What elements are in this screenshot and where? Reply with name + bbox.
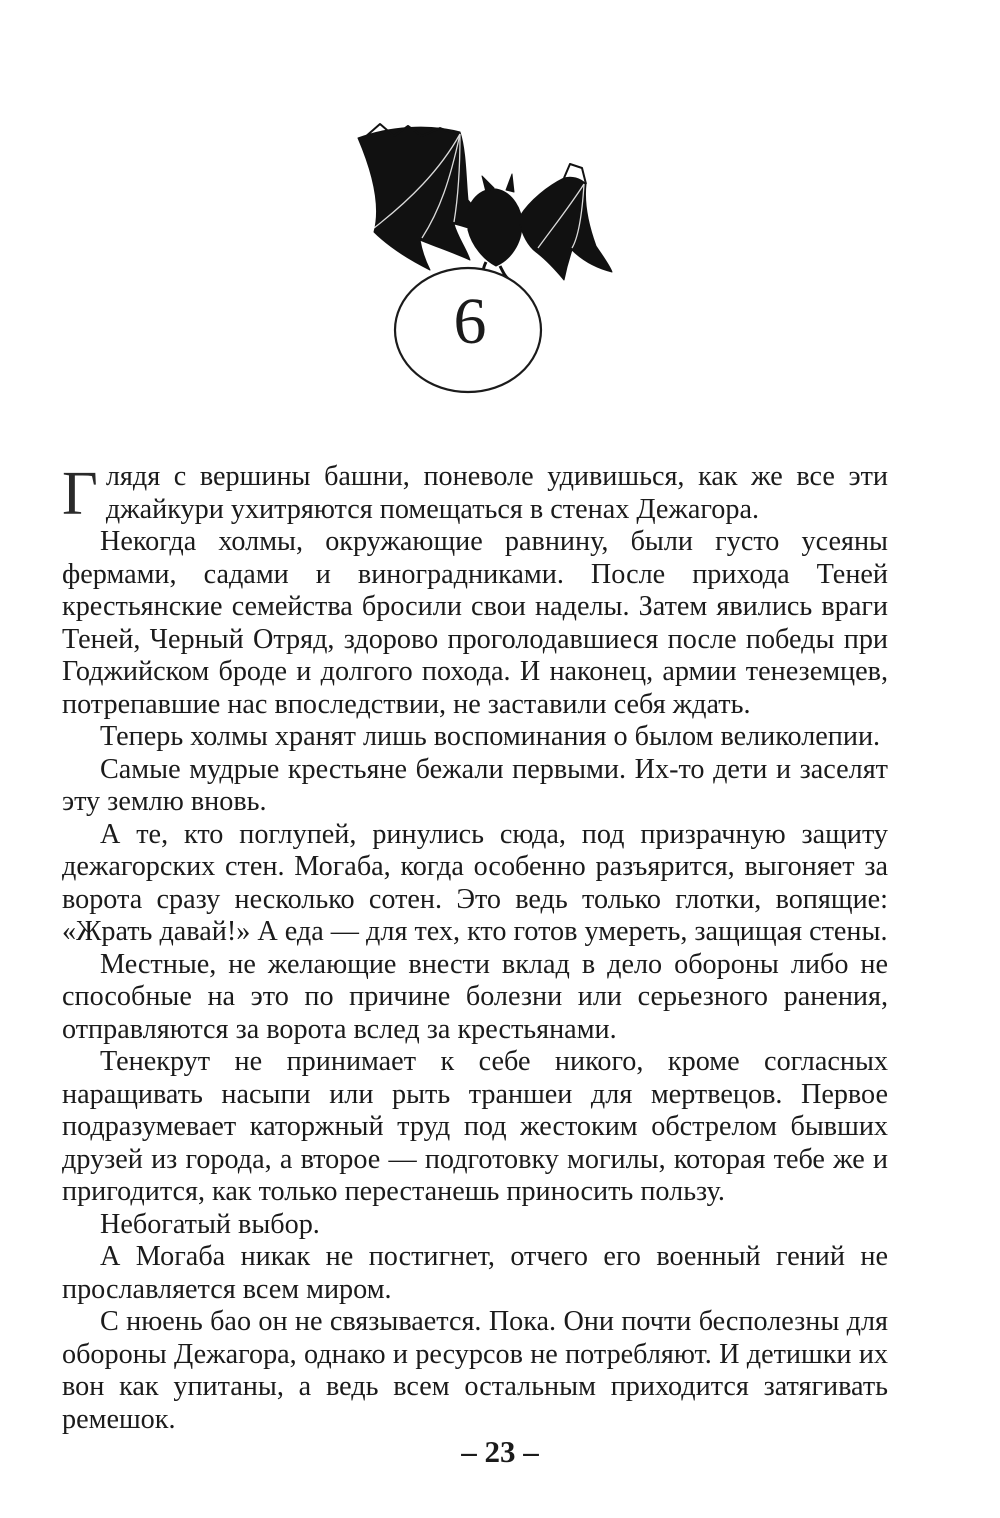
paragraph: Тенекрут не принимает к себе никого, кроме согласных наращивать насыпи или рыть траншеи для мертвецов. Первое подразумевает каторжный труд под жестоким обстрелом бывших друзей из города, а второе — подготовку могилы, которая тебе же и пригодится, как только перестанешь приносить пользу. [62,1046,888,1207]
paragraph: Местные, не желающие внести вклад в дело обороны либо не способные на это по причине болезни или серьезного ранения, отправляются за ворота вслед за крестьянами. [62,948,888,1045]
chapter-ornament [350,120,620,420]
paragraph: Небогатый выбор. [100,1208,320,1240]
paragraph: Некогда холмы, окружающие равнину, были густо усеяны фермами, садами и виноградниками. После прихода Теней крестьянские семейства бросили свои наделы. Затем явились враги Теней, Черный Отряд, здорово проголодавшиеся после победы при Годжийском броде и долгого похода. И наконец, армии тенеземцев, потрепавшие нас впоследствии, не заставили себя ждать. [62,526,888,720]
paragraph: А Могаба никак не постигнет, отчего его военный гений не прославляется всем миром. [62,1241,888,1305]
paragraph [62,461,888,526]
paragraph: С нюень бао он не связывается. Пока. Они почти бесполезны для обороны Дежагора, однако и ресурсов не потребляют. И детишки их вон как упитаны, а ведь всем остальным приходится затягивать ремешок. [62,1306,888,1435]
drop-cap: Г [62,460,98,528]
paragraph: А те, кто поглупей, ринулись сюда, под призрачную защиту дежагорских стен. Могаба, когда особенно разъярится, выгоняет за ворота сразу несколько сотен. Это ведь только глотки, вопящие: «Жрать давай!» А еда — для тех, кто готов умереть, защищая стены. [62,818,888,947]
paragraph: Теперь холмы хранят лишь воспоминания о былом великолепии. [100,721,881,752]
page-number: – 23 – [461,1434,539,1469]
bat-icon [358,124,612,280]
paragraph-text: лядя с вершины башни, поневоле удивишься, как же все эти джайкури ухитряются помещаться в стенах Дежагора. [105,461,888,525]
paragraph: Самые мудрые крестьяне бежали первыми. Их-то дети и заселят эту землю вновь. [62,753,888,817]
chapter-text [62,461,888,1436]
chapter-number: 6 [453,285,487,358]
